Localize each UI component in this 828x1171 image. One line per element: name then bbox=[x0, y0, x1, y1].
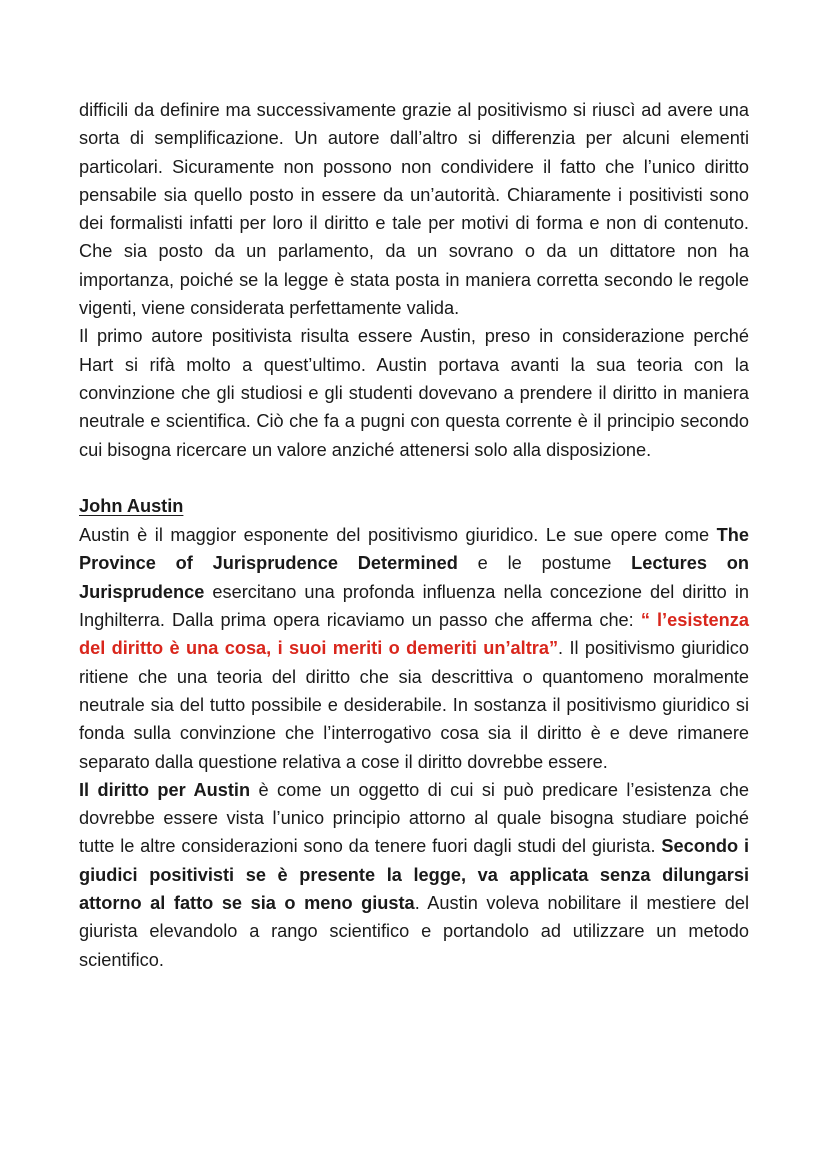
work-title-province: The Province of Jurisprudence Determined bbox=[79, 525, 749, 574]
austin-intro-paragraph: Il primo autore positivista risulta essere Austin, preso in considerazione perché Hart si rifà molto a quest’ultimo. Austin portava avanti la sua teoria con la convinzione che gli studiosi e gli studenti dovevano a prendere il diritto in maniera neutrale e scientifica. Ciò che fa a pugni con questa corrente è il principio secondo cui bisogna ricercare un valore anziché attenersi solo alla disposizione. bbox=[79, 326, 749, 460]
text-run: esercitano una profonda influenza nella concezione del diritto in Inghilterra. Dalla prima opera ricaviamo un passo che afferma che: bbox=[79, 581, 749, 631]
text-run: e le postume bbox=[457, 553, 632, 574]
intro-paragraph: difficili da definire ma successivamente grazie al positivismo si riuscì ad avere una sorta di semplificazione. Un autore dall’altro si differenzia per alcuni elementi particolari. Sicuramente non possono non condividere il fatto che l’unico diritto pensabile sia quello posto in essere da un’autorità. Chiaramente i positivisti sono dei formalisti infatti per loro il diritto e tale per motivi di forma e non di contenuto. Che sia posto da un parlamento, da un sovrano o da un dittatore non ha importanza, poiché se la legge è stata posta in maniera corretta secondo le regole vigenti, viene considerata perfettamente valida. bbox=[79, 100, 749, 319]
text-run: Austin è il maggior esponente del positivismo giuridico. Le sue opere come bbox=[79, 525, 717, 546]
text-run: . Austin voleva nobilitare il mestiere del giurista elevandolo a rango scientifico e portandolo ad utilizzare un metodo scientifico. bbox=[79, 893, 750, 970]
text-run: è come un oggetto di cui si può predicare l’esistenza che dovrebbe essere vista l’unico principio attorno al quale bisogna studiare poiché tutte le altre considerazioni sono da tenere fuori dagli studi del giurista. bbox=[79, 779, 749, 857]
highlighted-quote: “ l’esistenza del diritto è una cosa, i suoi meriti o demeriti un’altra” bbox=[79, 610, 749, 659]
paragraph-spacer bbox=[79, 464, 749, 492]
work-title-lectures: Lectures on Jurisprudence bbox=[79, 553, 749, 602]
section-heading: John Austin bbox=[79, 495, 184, 516]
document-body bbox=[79, 96, 749, 974]
austin-law-paragraph bbox=[79, 776, 749, 974]
bold-statement: Secondo i giudici positivisti se è presente la legge, va applicata senza dilungarsi attorno al fatto se sia o meno giusta bbox=[79, 836, 750, 914]
austin-works-paragraph bbox=[79, 521, 749, 776]
text-run: . Il positivismo giuridico ritiene che una teoria del diritto che sia descrittiva o quantomeno moralmente neutrale sia del tutto possibile e desiderabile. In sostanza il positivismo giuridico si fonda sulla convinzione che l’interrogativo cosa sia il diritto è e deve rimanere separato dalla questione relativa a cose il diritto dovrebbe essere. bbox=[79, 638, 749, 772]
bold-phrase: Il diritto per Austin bbox=[79, 779, 251, 800]
